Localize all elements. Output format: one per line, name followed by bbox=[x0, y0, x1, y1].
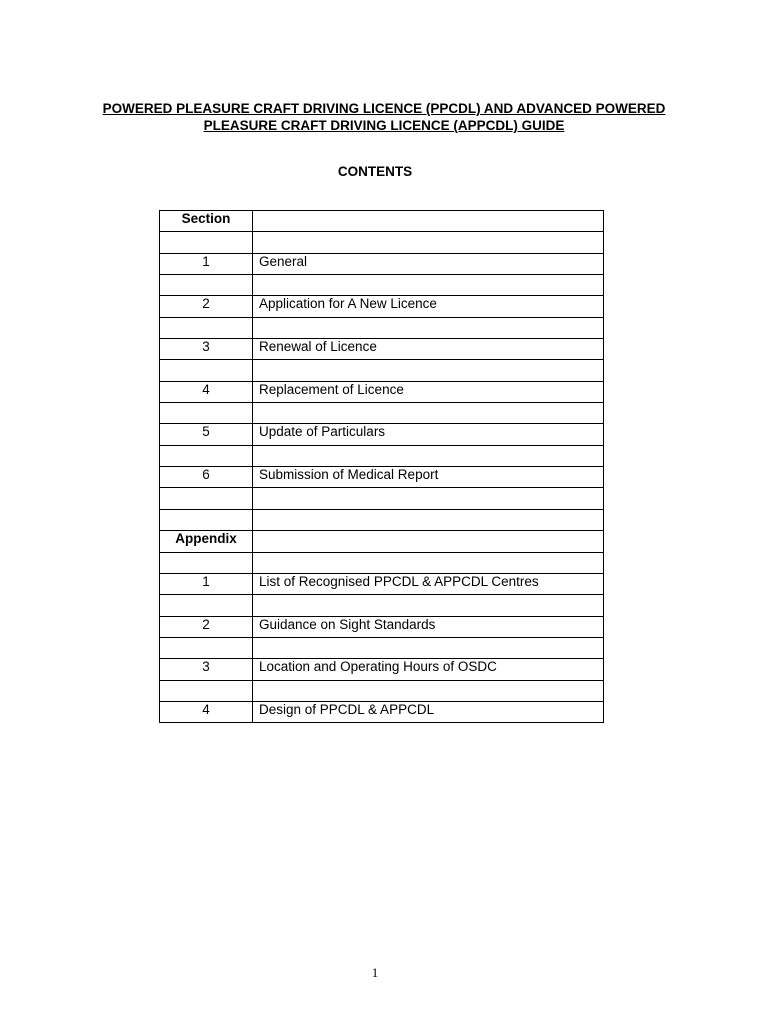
section-title: Application for A New Licence bbox=[253, 296, 604, 317]
table-row bbox=[160, 296, 604, 317]
section-number: 5 bbox=[160, 424, 253, 445]
table-row bbox=[160, 616, 604, 637]
document-title bbox=[0, 100, 768, 134]
spacer-row bbox=[160, 595, 604, 616]
appendix-header: Appendix bbox=[160, 531, 253, 552]
page-number: 1 bbox=[371, 965, 379, 980]
spacer-row bbox=[160, 232, 604, 253]
table-row bbox=[160, 467, 604, 488]
section-number: 2 bbox=[160, 296, 253, 317]
appendix-number: 2 bbox=[160, 616, 253, 637]
contents-table bbox=[159, 210, 604, 723]
section-number: 6 bbox=[160, 467, 253, 488]
spacer-row bbox=[160, 403, 604, 424]
document-title-line-2: PLEASURE CRAFT DRIVING LICENCE (APPCDL) GUIDE bbox=[203, 118, 565, 133]
section-title: Renewal of Licence bbox=[253, 339, 604, 360]
section-number: 1 bbox=[160, 253, 253, 274]
section-title: Update of Particulars bbox=[253, 424, 604, 445]
spacer-row bbox=[160, 275, 604, 296]
empty-cell bbox=[253, 211, 604, 232]
section-header: Section bbox=[160, 211, 253, 232]
appendix-number: 4 bbox=[160, 701, 253, 722]
table-row bbox=[160, 573, 604, 594]
spacer-row bbox=[160, 552, 604, 573]
table-row bbox=[160, 424, 604, 445]
appendix-header-row bbox=[160, 531, 604, 552]
table-row bbox=[160, 253, 604, 274]
appendix-title: List of Recognised PPCDL & APPCDL Centres bbox=[253, 573, 604, 594]
section-title: General bbox=[253, 253, 604, 274]
section-title: Replacement of Licence bbox=[253, 381, 604, 402]
document-title-line-1: POWERED PLEASURE CRAFT DRIVING LICENCE (PPCDL) AND ADVANCED POWERED bbox=[102, 101, 666, 116]
appendix-title: Design of PPCDL & APPCDL bbox=[253, 701, 604, 722]
contents-heading: CONTENTS bbox=[337, 164, 413, 179]
appendix-title: Location and Operating Hours of OSDC bbox=[253, 659, 604, 680]
table-row bbox=[160, 381, 604, 402]
spacer-row bbox=[160, 317, 604, 338]
section-number: 4 bbox=[160, 381, 253, 402]
table-row bbox=[160, 701, 604, 722]
section-header-row bbox=[160, 211, 604, 232]
appendix-number: 1 bbox=[160, 573, 253, 594]
empty-cell bbox=[253, 531, 604, 552]
appendix-title: Guidance on Sight Standards bbox=[253, 616, 604, 637]
table-row bbox=[160, 659, 604, 680]
spacer-row bbox=[160, 637, 604, 658]
spacer-row bbox=[160, 509, 604, 530]
section-number: 3 bbox=[160, 339, 253, 360]
section-title: Submission of Medical Report bbox=[253, 467, 604, 488]
spacer-row bbox=[160, 488, 604, 509]
spacer-row bbox=[160, 680, 604, 701]
spacer-row bbox=[160, 445, 604, 466]
spacer-row bbox=[160, 360, 604, 381]
appendix-number: 3 bbox=[160, 659, 253, 680]
table-row bbox=[160, 339, 604, 360]
